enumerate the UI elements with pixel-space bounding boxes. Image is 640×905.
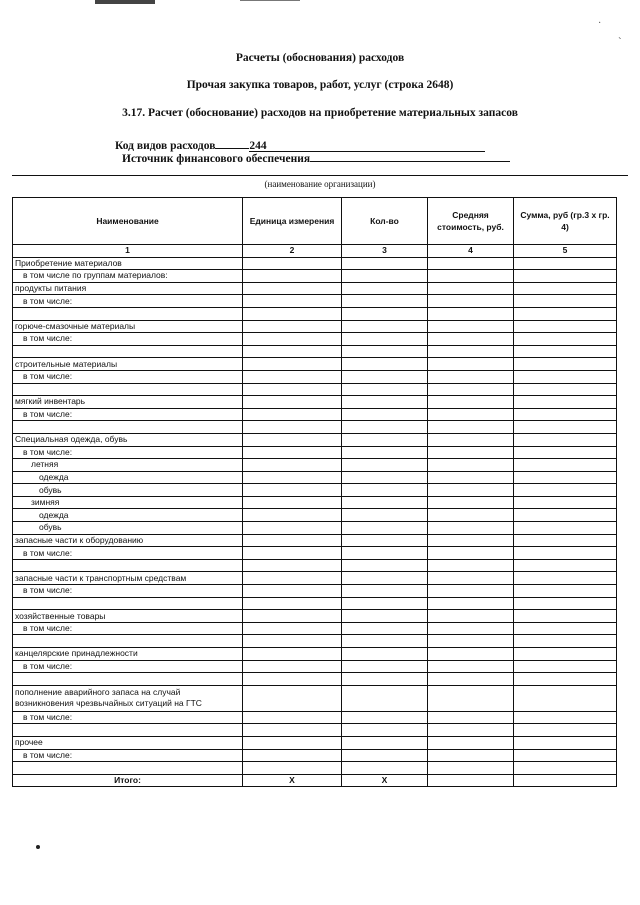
row-qty-cell[interactable] bbox=[342, 320, 428, 333]
row-sum-cell[interactable] bbox=[514, 383, 617, 396]
table-row bbox=[13, 320, 617, 333]
row-unit-cell[interactable] bbox=[243, 749, 342, 762]
row-unit-cell[interactable] bbox=[243, 484, 342, 497]
row-qty-cell[interactable] bbox=[342, 446, 428, 459]
row-sum-cell[interactable] bbox=[514, 635, 617, 648]
row-qty-cell[interactable] bbox=[342, 762, 428, 775]
row-sum-cell[interactable] bbox=[514, 547, 617, 560]
row-name-cell: запасные части к транспортным средствам bbox=[13, 572, 243, 585]
row-qty-cell[interactable] bbox=[342, 358, 428, 371]
column-header-avg-cost: Средняя стоимость, руб. bbox=[428, 198, 514, 245]
total-qty: X bbox=[342, 774, 428, 787]
table-row bbox=[13, 257, 617, 270]
row-avg-cost-cell[interactable] bbox=[428, 333, 514, 346]
row-qty-cell[interactable] bbox=[342, 257, 428, 270]
row-sum-cell[interactable] bbox=[514, 396, 617, 409]
row-sum-cell[interactable] bbox=[514, 585, 617, 598]
row-avg-cost-cell[interactable] bbox=[428, 610, 514, 623]
total-row bbox=[13, 774, 617, 787]
row-sum-cell[interactable] bbox=[514, 320, 617, 333]
row-qty-cell[interactable] bbox=[342, 685, 428, 711]
table-row bbox=[13, 597, 617, 610]
row-qty-cell[interactable] bbox=[342, 534, 428, 547]
row-avg-cost-cell[interactable] bbox=[428, 295, 514, 308]
row-unit-cell[interactable] bbox=[243, 433, 342, 446]
row-unit-cell[interactable] bbox=[243, 509, 342, 522]
table-row bbox=[13, 736, 617, 749]
scan-dot bbox=[36, 845, 40, 849]
scan-artifact-top-2 bbox=[240, 0, 300, 1]
row-avg-cost-cell[interactable] bbox=[428, 622, 514, 635]
row-unit-cell[interactable] bbox=[243, 370, 342, 383]
row-name-cell: в том числе: bbox=[13, 446, 243, 459]
row-unit-cell[interactable] bbox=[243, 685, 342, 711]
row-name-cell: канцелярские принадлежности bbox=[13, 648, 243, 661]
row-qty-cell[interactable] bbox=[342, 408, 428, 421]
row-sum-cell[interactable] bbox=[514, 559, 617, 572]
row-avg-cost-cell[interactable] bbox=[428, 484, 514, 497]
row-sum-cell[interactable] bbox=[514, 484, 617, 497]
table-row bbox=[13, 270, 617, 283]
row-qty-cell[interactable] bbox=[342, 471, 428, 484]
row-sum-cell[interactable] bbox=[514, 660, 617, 673]
row-sum-cell[interactable] bbox=[514, 509, 617, 522]
row-unit-cell[interactable] bbox=[243, 345, 342, 358]
table-row bbox=[13, 396, 617, 409]
row-avg-cost-cell[interactable] bbox=[428, 547, 514, 560]
row-qty-cell[interactable] bbox=[342, 635, 428, 648]
table-row bbox=[13, 585, 617, 598]
table-row bbox=[13, 509, 617, 522]
row-sum-cell[interactable] bbox=[514, 282, 617, 295]
table-row bbox=[13, 383, 617, 396]
row-qty-cell[interactable] bbox=[342, 282, 428, 295]
table-row bbox=[13, 762, 617, 775]
row-avg-cost-cell[interactable] bbox=[428, 459, 514, 472]
row-unit-cell[interactable] bbox=[243, 383, 342, 396]
row-name-cell: Специальная одежда, обувь bbox=[13, 433, 243, 446]
row-sum-cell[interactable] bbox=[514, 736, 617, 749]
row-qty-cell[interactable] bbox=[342, 295, 428, 308]
row-name-cell: зимняя bbox=[13, 496, 243, 509]
row-avg-cost-cell[interactable] bbox=[428, 509, 514, 522]
table-row bbox=[13, 370, 617, 383]
row-avg-cost-cell[interactable] bbox=[428, 257, 514, 270]
row-unit-cell[interactable] bbox=[243, 610, 342, 623]
row-unit-cell[interactable] bbox=[243, 648, 342, 661]
row-avg-cost-cell[interactable] bbox=[428, 749, 514, 762]
table-row bbox=[13, 673, 617, 686]
row-avg-cost-cell[interactable] bbox=[428, 307, 514, 320]
row-unit-cell[interactable] bbox=[243, 522, 342, 535]
row-name-cell bbox=[13, 635, 243, 648]
row-qty-cell[interactable] bbox=[342, 711, 428, 724]
row-qty-cell[interactable] bbox=[342, 433, 428, 446]
row-avg-cost-cell[interactable] bbox=[428, 320, 514, 333]
column-header-unit: Единица измерения bbox=[243, 198, 342, 245]
funding-source-field[interactable] bbox=[310, 150, 510, 162]
column-number: 5 bbox=[514, 245, 617, 258]
row-name-cell bbox=[13, 345, 243, 358]
row-name-cell: обувь bbox=[13, 484, 243, 497]
expense-code-value[interactable]: 244 bbox=[249, 140, 485, 152]
row-name-cell: в том числе: bbox=[13, 370, 243, 383]
table-row bbox=[13, 345, 617, 358]
row-avg-cost-cell[interactable] bbox=[428, 673, 514, 686]
row-avg-cost-cell[interactable] bbox=[428, 648, 514, 661]
row-sum-cell[interactable] bbox=[514, 333, 617, 346]
table-row bbox=[13, 421, 617, 434]
row-sum-cell[interactable] bbox=[514, 459, 617, 472]
row-name-cell: в том числе: bbox=[13, 408, 243, 421]
table-row bbox=[13, 724, 617, 737]
row-qty-cell[interactable] bbox=[342, 597, 428, 610]
total-label: Итого: bbox=[13, 774, 243, 787]
row-name-cell bbox=[13, 559, 243, 572]
row-name-cell bbox=[13, 421, 243, 434]
row-name-cell: в том числе: bbox=[13, 660, 243, 673]
row-unit-cell[interactable] bbox=[243, 762, 342, 775]
row-qty-cell[interactable] bbox=[342, 484, 428, 497]
row-unit-cell[interactable] bbox=[243, 307, 342, 320]
table-row bbox=[13, 660, 617, 673]
materials-table bbox=[12, 197, 617, 787]
row-name-cell: продукты питания bbox=[13, 282, 243, 295]
row-sum-cell[interactable] bbox=[514, 522, 617, 535]
table-row bbox=[13, 433, 617, 446]
row-sum-cell[interactable] bbox=[514, 648, 617, 661]
row-unit-cell[interactable] bbox=[243, 547, 342, 560]
table-row bbox=[13, 333, 617, 346]
row-name-cell: хозяйственные товары bbox=[13, 610, 243, 623]
row-sum-cell[interactable] bbox=[514, 534, 617, 547]
row-avg-cost-cell[interactable] bbox=[428, 270, 514, 283]
row-sum-cell[interactable] bbox=[514, 597, 617, 610]
table-row bbox=[13, 307, 617, 320]
row-sum-cell[interactable] bbox=[514, 749, 617, 762]
row-qty-cell[interactable] bbox=[342, 522, 428, 535]
row-unit-cell[interactable] bbox=[243, 585, 342, 598]
row-sum-cell[interactable] bbox=[514, 622, 617, 635]
total-avg-cost[interactable] bbox=[428, 774, 514, 787]
row-avg-cost-cell[interactable] bbox=[428, 522, 514, 535]
column-header-sum: Сумма, руб (гр.3 х гр. 4) bbox=[514, 198, 617, 245]
row-name-cell bbox=[13, 597, 243, 610]
row-sum-cell[interactable] bbox=[514, 433, 617, 446]
row-avg-cost-cell[interactable] bbox=[428, 635, 514, 648]
row-name-cell bbox=[13, 383, 243, 396]
row-sum-cell[interactable] bbox=[514, 446, 617, 459]
row-avg-cost-cell[interactable] bbox=[428, 572, 514, 585]
row-unit-cell[interactable] bbox=[243, 295, 342, 308]
expense-code-blank bbox=[215, 137, 249, 149]
row-name-cell: в том числе: bbox=[13, 295, 243, 308]
row-unit-cell[interactable] bbox=[243, 673, 342, 686]
row-unit-cell[interactable] bbox=[243, 471, 342, 484]
row-avg-cost-cell[interactable] bbox=[428, 597, 514, 610]
row-sum-cell[interactable] bbox=[514, 295, 617, 308]
table-row bbox=[13, 749, 617, 762]
row-sum-cell[interactable] bbox=[514, 610, 617, 623]
column-header-name: Наименование bbox=[13, 198, 243, 245]
organization-name-line[interactable] bbox=[12, 175, 628, 176]
row-qty-cell[interactable] bbox=[342, 509, 428, 522]
row-avg-cost-cell[interactable] bbox=[428, 433, 514, 446]
table-row bbox=[13, 522, 617, 535]
row-unit-cell[interactable] bbox=[243, 459, 342, 472]
row-name-cell: летняя bbox=[13, 459, 243, 472]
row-name-cell: одежда bbox=[13, 471, 243, 484]
row-avg-cost-cell[interactable] bbox=[428, 660, 514, 673]
row-avg-cost-cell[interactable] bbox=[428, 724, 514, 737]
row-unit-cell[interactable] bbox=[243, 622, 342, 635]
row-unit-cell[interactable] bbox=[243, 660, 342, 673]
row-sum-cell[interactable] bbox=[514, 270, 617, 283]
row-unit-cell[interactable] bbox=[243, 282, 342, 295]
table-row bbox=[13, 358, 617, 371]
row-name-cell bbox=[13, 762, 243, 775]
row-sum-cell[interactable] bbox=[514, 471, 617, 484]
row-avg-cost-cell[interactable] bbox=[428, 370, 514, 383]
row-unit-cell[interactable] bbox=[243, 421, 342, 434]
table-row bbox=[13, 711, 617, 724]
row-name-cell: горюче-смазочные материалы bbox=[13, 320, 243, 333]
row-qty-cell[interactable] bbox=[342, 307, 428, 320]
row-sum-cell[interactable] bbox=[514, 673, 617, 686]
row-avg-cost-cell[interactable] bbox=[428, 534, 514, 547]
row-qty-cell[interactable] bbox=[342, 496, 428, 509]
section-title: 3.17. Расчет (обоснование) расходов на приобретение материальных запасов bbox=[122, 107, 518, 119]
row-qty-cell[interactable] bbox=[342, 396, 428, 409]
row-unit-cell[interactable] bbox=[243, 724, 342, 737]
table-row bbox=[13, 282, 617, 295]
row-name-cell: пополнение аварийного запаса на случай возникновения чрезвычайных ситуаций на ГТС bbox=[13, 685, 243, 711]
row-unit-cell[interactable] bbox=[243, 711, 342, 724]
row-sum-cell[interactable] bbox=[514, 345, 617, 358]
total-unit: X bbox=[243, 774, 342, 787]
row-qty-cell[interactable] bbox=[342, 648, 428, 661]
row-avg-cost-cell[interactable] bbox=[428, 471, 514, 484]
row-name-cell: в том числе: bbox=[13, 749, 243, 762]
row-name-cell: прочее bbox=[13, 736, 243, 749]
column-numbers-row bbox=[13, 245, 617, 258]
row-name-cell: в том числе: bbox=[13, 585, 243, 598]
row-name-cell: в том числе: bbox=[13, 333, 243, 346]
row-sum-cell[interactable] bbox=[514, 711, 617, 724]
row-sum-cell[interactable] bbox=[514, 762, 617, 775]
table-row bbox=[13, 648, 617, 661]
row-name-cell: в том числе: bbox=[13, 547, 243, 560]
row-name-cell: в том числе по группам материалов: bbox=[13, 270, 243, 283]
row-qty-cell[interactable] bbox=[342, 673, 428, 686]
row-sum-cell[interactable] bbox=[514, 257, 617, 270]
row-qty-cell[interactable] bbox=[342, 585, 428, 598]
row-avg-cost-cell[interactable] bbox=[428, 345, 514, 358]
table-row bbox=[13, 471, 617, 484]
funding-source-label: Источник финансового обеспечения bbox=[122, 153, 311, 165]
row-avg-cost-cell[interactable] bbox=[428, 358, 514, 371]
row-unit-cell[interactable] bbox=[243, 270, 342, 283]
row-unit-cell[interactable] bbox=[243, 572, 342, 585]
table-row bbox=[13, 484, 617, 497]
organization-caption: (наименование организации) bbox=[264, 179, 376, 189]
row-unit-cell[interactable] bbox=[243, 408, 342, 421]
row-qty-cell[interactable] bbox=[342, 345, 428, 358]
row-name-cell: запасные части к оборудованию bbox=[13, 534, 243, 547]
row-name-cell: одежда bbox=[13, 509, 243, 522]
row-unit-cell[interactable] bbox=[243, 534, 342, 547]
row-name-cell: обувь bbox=[13, 522, 243, 535]
row-avg-cost-cell[interactable] bbox=[428, 383, 514, 396]
column-number: 3 bbox=[342, 245, 428, 258]
row-qty-cell[interactable] bbox=[342, 736, 428, 749]
row-avg-cost-cell[interactable] bbox=[428, 585, 514, 598]
row-qty-cell[interactable] bbox=[342, 622, 428, 635]
row-avg-cost-cell[interactable] bbox=[428, 446, 514, 459]
row-name-cell: строительные материалы bbox=[13, 358, 243, 371]
row-avg-cost-cell[interactable] bbox=[428, 685, 514, 711]
row-sum-cell[interactable] bbox=[514, 685, 617, 711]
expense-code-label: Код видов расходов bbox=[115, 140, 216, 152]
table-row bbox=[13, 408, 617, 421]
table-row bbox=[13, 685, 617, 711]
row-qty-cell[interactable] bbox=[342, 559, 428, 572]
row-qty-cell[interactable] bbox=[342, 660, 428, 673]
row-sum-cell[interactable] bbox=[514, 370, 617, 383]
row-unit-cell[interactable] bbox=[243, 446, 342, 459]
table-row bbox=[13, 547, 617, 560]
row-avg-cost-cell[interactable] bbox=[428, 559, 514, 572]
row-avg-cost-cell[interactable] bbox=[428, 762, 514, 775]
table-row bbox=[13, 534, 617, 547]
funding-source-line bbox=[122, 150, 510, 165]
row-unit-cell[interactable] bbox=[243, 597, 342, 610]
row-qty-cell[interactable] bbox=[342, 459, 428, 472]
document-title: Расчеты (обоснования) расходов bbox=[235, 52, 405, 64]
scan-mark-2: ` bbox=[618, 36, 622, 48]
row-unit-cell[interactable] bbox=[243, 358, 342, 371]
row-avg-cost-cell[interactable] bbox=[428, 282, 514, 295]
row-qty-cell[interactable] bbox=[342, 610, 428, 623]
column-number: 2 bbox=[243, 245, 342, 258]
row-name-cell bbox=[13, 673, 243, 686]
row-sum-cell[interactable] bbox=[514, 724, 617, 737]
row-avg-cost-cell[interactable] bbox=[428, 736, 514, 749]
row-sum-cell[interactable] bbox=[514, 496, 617, 509]
row-name-cell: Приобретение материалов bbox=[13, 257, 243, 270]
row-avg-cost-cell[interactable] bbox=[428, 421, 514, 434]
table-row bbox=[13, 446, 617, 459]
row-unit-cell[interactable] bbox=[243, 559, 342, 572]
row-avg-cost-cell[interactable] bbox=[428, 396, 514, 409]
row-qty-cell[interactable] bbox=[342, 572, 428, 585]
table-row bbox=[13, 635, 617, 648]
row-unit-cell[interactable] bbox=[243, 736, 342, 749]
row-qty-cell[interactable] bbox=[342, 749, 428, 762]
row-qty-cell[interactable] bbox=[342, 333, 428, 346]
row-avg-cost-cell[interactable] bbox=[428, 496, 514, 509]
row-name-cell bbox=[13, 724, 243, 737]
document-subtitle: Прочая закупка товаров, работ, услуг (строка 2648) bbox=[186, 79, 454, 91]
row-name-cell: в том числе: bbox=[13, 622, 243, 635]
column-header-qty: Кол-во bbox=[342, 198, 428, 245]
table-row bbox=[13, 496, 617, 509]
column-number: 4 bbox=[428, 245, 514, 258]
column-number: 1 bbox=[13, 245, 243, 258]
row-unit-cell[interactable] bbox=[243, 396, 342, 409]
scan-mark: · bbox=[598, 18, 602, 29]
table-row bbox=[13, 295, 617, 308]
row-name-cell: в том числе: bbox=[13, 711, 243, 724]
row-qty-cell[interactable] bbox=[342, 270, 428, 283]
row-qty-cell[interactable] bbox=[342, 370, 428, 383]
row-unit-cell[interactable] bbox=[243, 635, 342, 648]
row-sum-cell[interactable] bbox=[514, 421, 617, 434]
scan-artifact-top bbox=[95, 0, 155, 4]
row-sum-cell[interactable] bbox=[514, 408, 617, 421]
row-qty-cell[interactable] bbox=[342, 547, 428, 560]
row-sum-cell[interactable] bbox=[514, 572, 617, 585]
table-row bbox=[13, 559, 617, 572]
table-row bbox=[13, 622, 617, 635]
table-header-row bbox=[13, 198, 617, 245]
row-name-cell bbox=[13, 307, 243, 320]
row-unit-cell[interactable] bbox=[243, 257, 342, 270]
row-name-cell: мягкий инвентарь bbox=[13, 396, 243, 409]
row-unit-cell[interactable] bbox=[243, 333, 342, 346]
row-unit-cell[interactable] bbox=[243, 320, 342, 333]
row-sum-cell[interactable] bbox=[514, 358, 617, 371]
table-row bbox=[13, 459, 617, 472]
row-sum-cell[interactable] bbox=[514, 307, 617, 320]
row-unit-cell[interactable] bbox=[243, 496, 342, 509]
row-avg-cost-cell[interactable] bbox=[428, 711, 514, 724]
row-qty-cell[interactable] bbox=[342, 724, 428, 737]
table-row bbox=[13, 610, 617, 623]
total-sum[interactable] bbox=[514, 774, 617, 787]
row-avg-cost-cell[interactable] bbox=[428, 408, 514, 421]
row-qty-cell[interactable] bbox=[342, 383, 428, 396]
table-row bbox=[13, 572, 617, 585]
row-qty-cell[interactable] bbox=[342, 421, 428, 434]
